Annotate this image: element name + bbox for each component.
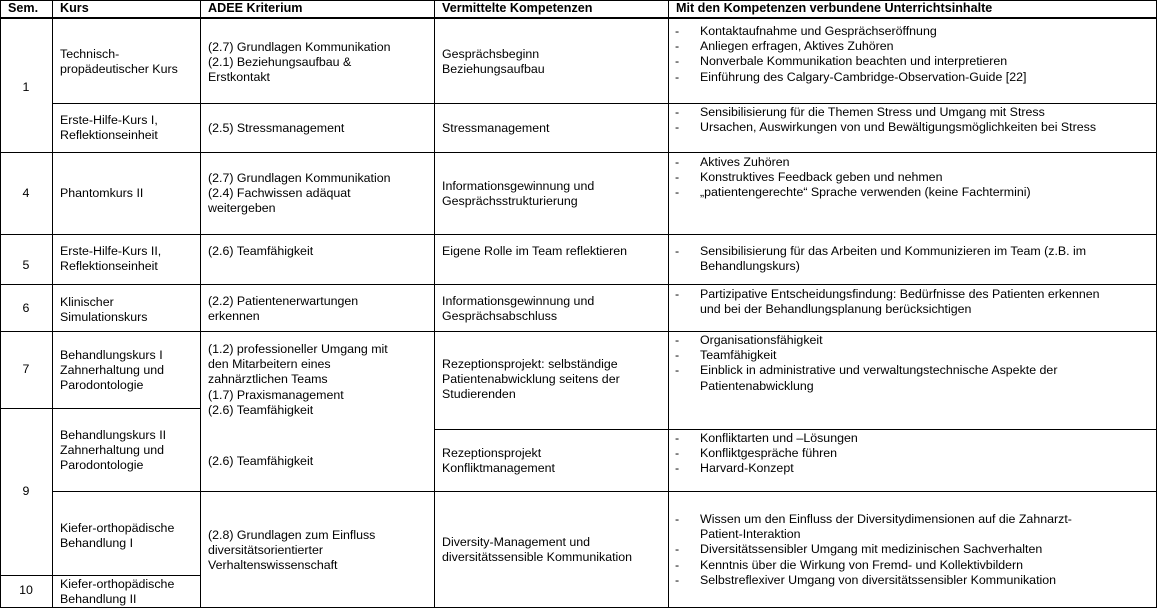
header-kompetenzen: Vermittelte Kompetenzen	[442, 1, 593, 15]
semester-6: 6	[22, 301, 30, 315]
semester-9: 9	[22, 484, 30, 498]
header-rule	[0, 17, 1157, 19]
kurs-cell: Behandlungskurs II Zahnerhaltung und Parodontologie	[60, 428, 167, 473]
list-item: - Ursachen, Auswirkungen von und Bewältigungsmöglichkeiten bei Stress	[675, 120, 1097, 135]
semester-7: 7	[22, 362, 30, 376]
row-rule-8	[0, 575, 200, 576]
kurs-cell: Erste-Hilfe-Kurs II, Reflektionseinheit	[60, 244, 162, 274]
semester-5: 5	[22, 258, 30, 272]
row-rule-2	[0, 152, 1157, 153]
list-item: - Aktives Zuhören	[675, 155, 790, 169]
list-item: - Kenntnis über die Wirkung von Fremd- und Kollektivbildern	[675, 557, 1024, 572]
kurs-cell: Kiefer-orthopädische Behandlung II	[60, 577, 175, 607]
kompetenz-cell: Stressmanagement	[442, 121, 550, 135]
row-rule-6b	[434, 429, 1157, 430]
inhalte-cell	[672, 431, 858, 477]
kompetenz-cell: Diversity-Management und diversitätssensible Kommunikation	[442, 535, 633, 565]
list-item: - Anliegen erfragen, Aktives Zuhören	[675, 39, 894, 54]
list-item: - Harvard-Konzept	[675, 461, 794, 476]
adee-cell: (2.5) Stressmanagement	[208, 121, 345, 135]
kompetenz-cell: Rezeptionsprojekt Konfliktmanagement	[442, 446, 555, 476]
inhalte-cell	[672, 155, 1031, 201]
kompetenz-cell: Informationsgewinnung und Gesprächsabschluss	[442, 294, 595, 324]
header-kurs: Kurs	[60, 1, 89, 15]
kurs-cell: Technisch- propädeutischer Kurs	[60, 47, 178, 77]
row-rule-5	[0, 331, 1157, 332]
col-rule-4	[668, 0, 669, 608]
row-rule-7	[52, 491, 1157, 492]
adee-cell: (2.6) Teamfähigkeit	[208, 244, 314, 258]
list-item: - Diversitätssensibler Umgang mit medizinischen Sachverhalten	[675, 542, 1043, 557]
list-item: - Selbstreflexiver Umgang von diversitätssensibler Kommunikation	[675, 572, 1057, 587]
inhalte-cell	[672, 287, 1100, 317]
adee-cell: (2.7) Grundlagen Kommunikation (2.1) Beziehungsaufbau & Erstkontakt	[208, 40, 391, 85]
col-rule-3	[434, 0, 435, 608]
list-item: - Einführung des Calgary-Cambridge-Observation-Guide [22]	[675, 69, 1027, 84]
row-rule-4	[0, 284, 1157, 285]
list-item: - Kontaktaufnahme und Gesprächseröffnung	[675, 24, 937, 38]
list-item: - Konfliktgespräche führen	[675, 446, 838, 461]
inhalte-cell	[672, 512, 1072, 588]
header-sem: Sem.	[8, 1, 39, 15]
col-rule-2	[200, 0, 201, 608]
adee-cell: (2.2) Patientenerwartungen erkennen	[208, 294, 359, 324]
header-inhalte: Mit den Kompetenzen verbundene Unterrichtsinhalte	[676, 1, 993, 15]
kompetenz-cell: Gesprächsbeginn Beziehungsaufbau	[442, 47, 545, 77]
list-item: - Partizipative Entscheidungsfindung: Bedürfnisse des Patienten erkennen und bei der Behandlungsplanung berücksichtigen	[675, 287, 1100, 317]
inhalte-cell	[672, 244, 1086, 274]
col-rule-1	[52, 0, 53, 608]
list-item: - Teamfähigkeit	[675, 348, 777, 363]
list-item: - Sensibilisierung für das Arbeiten und Kommunizieren im Team (z.B. im Behandlungskurs)	[675, 244, 1087, 274]
list-item: - Nonverbale Kommunikation beachten und interpretieren	[675, 54, 1008, 69]
kompetenz-cell: Eigene Rolle im Team reflektieren	[442, 244, 628, 258]
semester-4: 4	[22, 186, 30, 200]
kurs-cell: Phantomkurs II	[60, 186, 144, 200]
list-item: - „patientengerechte“ Sprache verwenden (keine Fachtermini)	[675, 185, 1031, 200]
list-item: - Einblick in administrative und verwaltungstechnische Aspekte der Patientenabwicklung	[675, 363, 1058, 393]
inhalte-cell	[672, 24, 1026, 85]
adee-cell: (1.2) professioneller Umgang mit den Mitarbeitern eines zahnärztlichen Teams (1.7) Praxismanagement (2.6) Teamfähigkeit	[208, 342, 388, 417]
kurs-cell: Klinischer Simulationskurs	[60, 295, 148, 325]
kurs-cell: Behandlungskurs I Zahnerhaltung und Parodontologie	[60, 348, 165, 393]
kurs-cell: Erste-Hilfe-Kurs I, Reflektionseinheit	[60, 113, 158, 143]
kompetenz-cell: Informationsgewinnung und Gesprächsstrukturierung	[442, 179, 595, 209]
adee-cell: (2.7) Grundlagen Kommunikation (2.4) Fachwissen adäquat weitergeben	[208, 171, 391, 216]
list-item: - Wissen um den Einfluss der Diversitydimensionen auf die Zahnarzt- Patient-Interaktion	[675, 512, 1072, 542]
adee-cell: (2.6) Teamfähigkeit	[208, 454, 314, 468]
kurs-cell: Kiefer-orthopädische Behandlung I	[60, 521, 175, 551]
list-item: - Konfliktarten und –Lösungen	[675, 431, 858, 445]
semester-10: 10	[19, 583, 33, 597]
inhalte-cell	[672, 105, 1096, 135]
row-rule-1	[52, 103, 1157, 104]
row-rule-6a	[0, 408, 200, 409]
header-adee: ADEE Kriterium	[208, 1, 303, 15]
kompetenz-cell: Rezeptionsprojekt: selbständige Patientenabwicklung seitens der Studierenden	[442, 357, 620, 402]
row-rule-3	[0, 234, 1157, 235]
list-item: - Konstruktives Feedback geben und nehmen	[675, 170, 943, 185]
semester-1: 1	[22, 80, 30, 94]
list-item: - Sensibilisierung für die Themen Stress und Umgang mit Stress	[675, 105, 1045, 119]
inhalte-cell	[672, 333, 1057, 394]
adee-cell: (2.8) Grundlagen zum Einfluss diversitätsorientierter Verhaltenswissenschaft	[208, 528, 376, 573]
list-item: - Organisationsfähigkeit	[675, 333, 823, 347]
